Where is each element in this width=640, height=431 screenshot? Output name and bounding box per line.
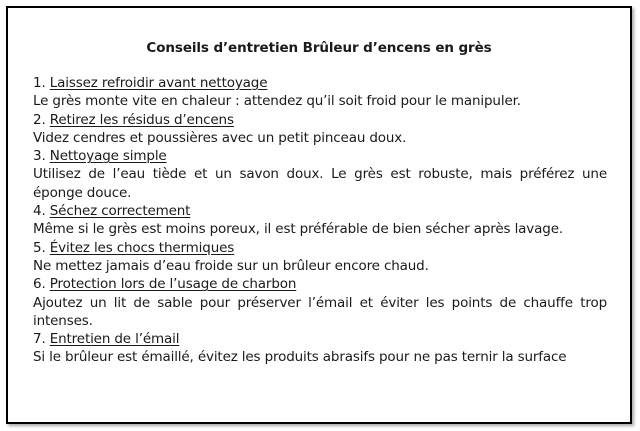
item-body: Ajoutez un lit de sable pour préserver l’émail et éviter les points de chauffe trop intenses.	[33, 294, 607, 329]
list-item	[33, 74, 607, 111]
item-body: Le grès monte vite en chaleur : attendez qu’il soit froid pour le manipuler.	[33, 93, 521, 110]
item-heading	[33, 239, 607, 257]
item-number: 7.	[33, 331, 46, 348]
item-number: 2.	[33, 111, 46, 128]
care-instructions-card	[6, 6, 632, 424]
item-heading	[33, 330, 607, 348]
list-item	[33, 239, 607, 276]
item-heading	[33, 275, 607, 293]
item-heading-text: Évitez les chocs thermiques	[49, 239, 235, 256]
item-number: 1.	[33, 75, 46, 91]
item-heading-text: Séchez correctement	[49, 203, 191, 220]
item-heading-text: Entretien de l’émail	[49, 331, 180, 348]
list-item	[33, 330, 607, 367]
item-body: Si le brûleur est émaillé, évitez les produits abrasifs pour ne pas ternir la surface	[33, 349, 567, 366]
item-heading	[33, 111, 607, 129]
item-number: 5.	[33, 239, 46, 256]
item-body: Videz cendres et poussières avec un petit pinceau doux.	[33, 129, 407, 146]
document-title: Conseils d’entretien Brûleur d’encens en grès	[146, 40, 492, 56]
item-heading-text: Retirez les résidus d’encens	[49, 111, 234, 128]
list-item	[33, 111, 607, 148]
item-heading	[33, 202, 607, 220]
item-heading-text: Protection lors de l’usage de charbon	[49, 276, 297, 293]
list-item	[33, 275, 607, 330]
instructions-list	[33, 74, 607, 367]
item-heading-text: Laissez refroidir avant nettoyage	[49, 75, 268, 91]
list-item	[33, 202, 607, 239]
item-body: Utilisez de l’eau tiède et un savon doux. Le grès est robuste, mais préférez une éponge douce.	[33, 166, 607, 201]
item-heading	[33, 74, 607, 92]
list-item	[33, 147, 607, 202]
item-body: Même si le grès est moins poreux, il est préférable de bien sécher après lavage.	[33, 221, 563, 238]
item-number: 6.	[33, 276, 46, 293]
item-heading	[33, 147, 607, 165]
item-number: 4.	[33, 203, 46, 220]
item-number: 3.	[33, 148, 46, 165]
item-body: Ne mettez jamais d’eau froide sur un brûleur encore chaud.	[33, 257, 429, 274]
item-heading-text: Nettoyage simple	[49, 148, 167, 165]
